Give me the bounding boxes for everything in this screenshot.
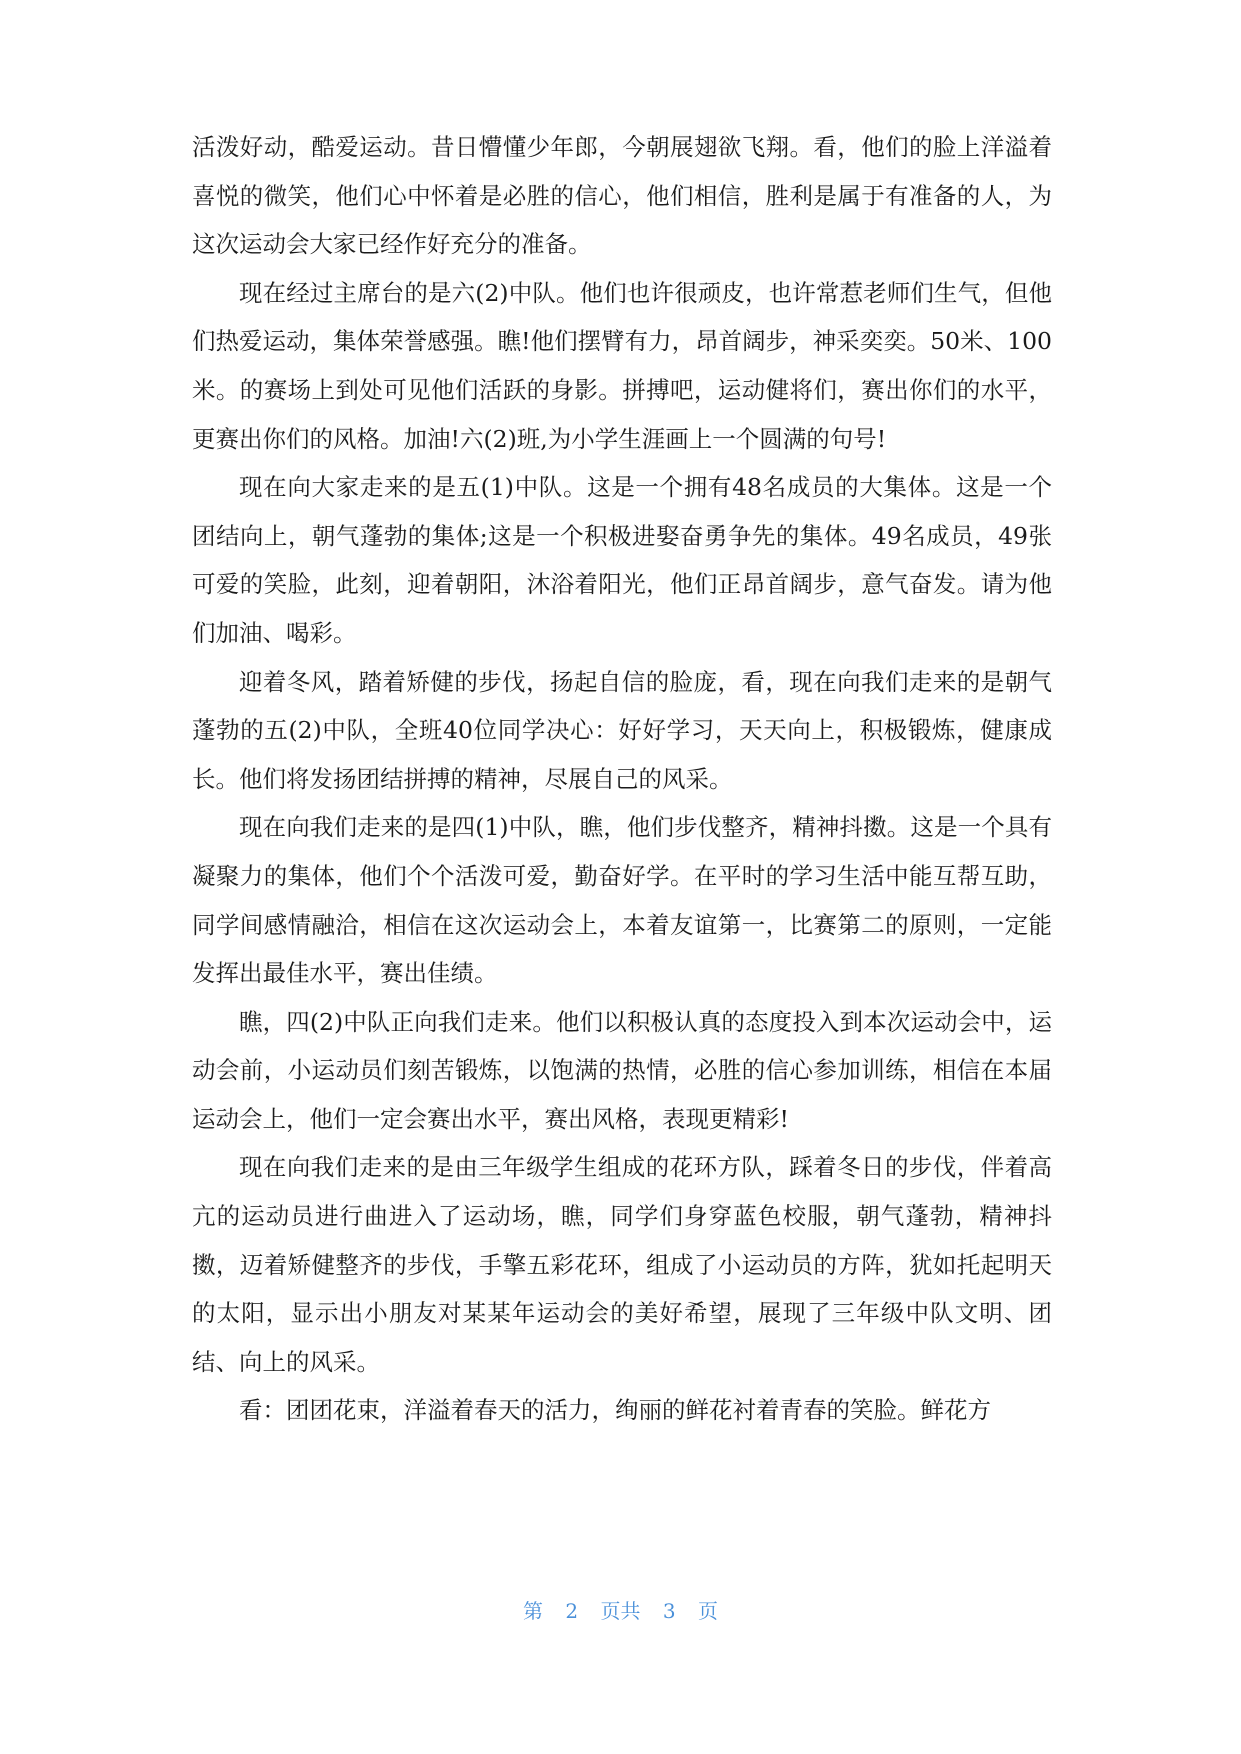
document-body xyxy=(192,123,1052,1435)
paragraph: 现在向我们走来的是四(1)中队，瞧，他们步伐整齐，精神抖擞。这是一个具有凝聚力的集体，他们个个活泼可爱，勤奋好学。在平时的学习生活中能互帮互助，同学间感情融洽，相信在这次运动会上，本着友谊第一，比赛第二的原则，一定能发挥出最佳水平，赛出佳绩。 xyxy=(192,813,1052,988)
current-page-number: 2 xyxy=(565,1599,579,1623)
paragraph: 看：团团花束，洋溢着春天的活力，绚丽的鲜花衬着青春的笑脸。鲜花方 xyxy=(239,1396,991,1425)
total-page-count: 3 xyxy=(662,1599,676,1623)
paragraph: 现在向我们走来的是由三年级学生组成的花环方队，踩着冬日的步伐，伴着高亢的运动员进行曲进入了运动场，瞧，同学们身穿蓝色校服，朝气蓬勃，精神抖擞，迈着矫健整齐的步伐，手擎五彩花环，组成了小运动员的方阵，犹如托起明天的太阳，显示出小朋友对某某年运动会的美好希望，展现了三年级中队文明、团结、向上的风采。 xyxy=(192,1153,1052,1376)
paragraph: 现在经过主席台的是六(2)中队。他们也许很顽皮，也许常惹老师们生气，但他们热爱运动，集体荣誉感强。瞧!他们摆臂有力，昂首阔步，神采奕奕。50米、100米。的赛场上到处可见他们活跃的身影。拼搏吧，运动健将们，赛出你们的水平，更赛出你们的风格。加油!六(2)班,为小学生涯画上一个圆满的句号! xyxy=(192,278,1052,453)
page-footer xyxy=(0,1595,1241,1624)
paragraph: 瞧，四(2)中队正向我们走来。他们以积极认真的态度投入到本次运动会中，运动会前，小运动员们刻苦锻炼，以饱满的热情，必胜的信心参加训练，相信在本届运动会上，他们一定会赛出水平，赛出风格，表现更精彩! xyxy=(192,1007,1052,1133)
paragraph: 现在向大家走来的是五(1)中队。这是一个拥有48名成员的大集体。这是一个团结向上，朝气蓬勃的集体;这是一个积极进娶奋勇争先的集体。49名成员，49张可爱的笑脸，此刻，迎着朝阳，沐浴着阳光，他们正昂首阔步，意气奋发。请为他们加油、喝彩。 xyxy=(192,473,1052,647)
footer-word-di: 第 xyxy=(523,1599,544,1623)
footer-word-ye-gong: 页共 xyxy=(600,1599,641,1623)
paragraph: 迎着冬风，踏着矫健的步伐，扬起自信的脸庞，看，现在向我们走来的是朝气蓬勃的五(2)中队，全班40位同学决心：好好学习，天天向上，积极锻炼，健康成长。他们将发扬团结拼搏的精神，尽展自己的风采。 xyxy=(192,667,1052,793)
footer-word-ye: 页 xyxy=(697,1599,718,1623)
paragraph: 活泼好动，酷爱运动。昔日懵懂少年郎，今朝展翅欲飞翔。看，他们的脸上洋溢着喜悦的微笑，他们心中怀着是必胜的信心，他们相信，胜利是属于有准备的人，为这次运动会大家已经作好充分的准备。 xyxy=(192,133,1052,259)
